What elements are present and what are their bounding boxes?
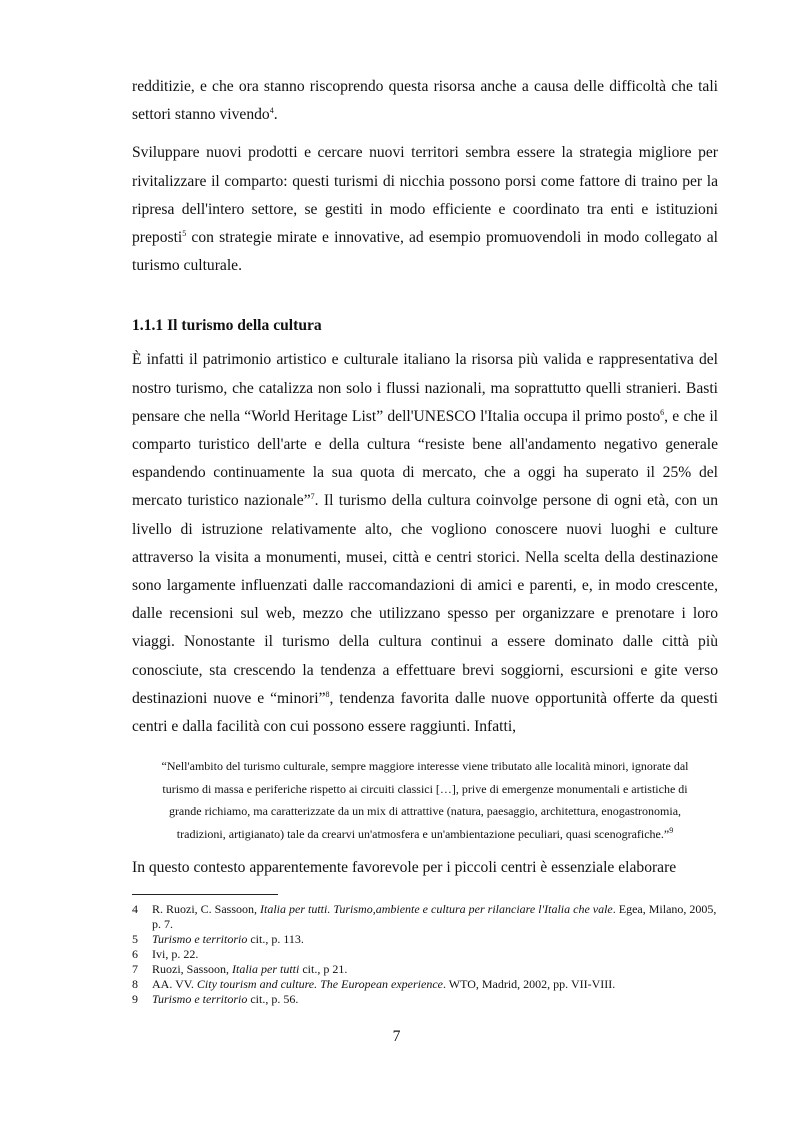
footnote-number: 6: [132, 947, 138, 961]
footnote-ref-4[interactable]: 4: [269, 106, 274, 116]
footnote-text-post: . Egea, Milano, 2005, p. 7.: [152, 902, 717, 931]
footnote-text-post: cit., p. 113.: [247, 932, 304, 946]
footnote-number: 7: [132, 962, 138, 976]
paragraph-3: [132, 346, 718, 741]
page-body: [132, 70, 718, 882]
paragraph-3-text-c: . Il turismo della cultura coinvolge persone di ogni età, con un livello di istruzione relativamente alto, che vogliono conoscere nuovi luoghi e culture attraverso la visita a monumenti, musei, città e centri storici. Nella scelta della destinazione sono largamente influenzati dalle raccomandazioni di amici e parenti, e, in modo crescente, dalle recensioni sul web, mezzo che utilizzano spesso per organizzare e prenotare i loro viaggi. Nonostante il turismo della cultura continui a essere dominato dalle città più conosciute, sta crescendo la tendenza a effettuare brevi soggiorni, escursioni e gite verso destinazioni nuove e “minori”: [132, 492, 719, 707]
paragraph-4: In questo contesto apparentemente favorevole per i piccoli centri è essenziale elaborare: [132, 858, 677, 876]
footnote-ref-8[interactable]: 8: [325, 689, 330, 699]
paragraph-3-text-d: , tendenza favorita dalle nuove opportunità offerte da questi centri e dalla facilità con cui possono essere raggiunti. Infatti,: [132, 689, 718, 736]
footnote-text: [152, 992, 718, 1007]
footnote-8: [132, 977, 718, 992]
paragraph-2-text-b: con strategie mirate e innovative, ad esempio promuovendoli in modo collegato al turismo culturale.: [132, 229, 718, 275]
footnote-number: 9: [132, 992, 138, 1006]
footnote-text-post: cit., p 21.: [299, 962, 348, 976]
footnote-text: [152, 962, 718, 977]
footnote-number: 8: [132, 977, 138, 991]
footnote-separator: [132, 894, 278, 895]
footnote-ref-6[interactable]: 6: [660, 407, 665, 417]
paragraph-3-text-b: , e che il comparto turistico dell'arte e della cultura “resiste bene all'andamento negativo generale espandendo continuamente la sua quota di mercato, che a oggi ha superato il 25% del mercato turistico nazionale”: [132, 407, 718, 510]
footnote-title: Turismo e territorio: [152, 992, 248, 1006]
footnote-text-pre: R. Ruozi, C. Sassoon,: [152, 902, 261, 916]
footnote-title: City tourism and culture. The European experience: [196, 977, 443, 991]
footnote-text-pre: AA. VV.: [152, 977, 197, 991]
footnote-number: 5: [132, 932, 138, 946]
footnote-text: [152, 977, 718, 992]
block-quote-text: “Nell'ambito del turismo culturale, sempre maggiore interesse viene tributato alle località minori, ignorate dal turismo di massa e periferiche rispetto ai circuiti classici […], prive di emergenze monumentali e artistiche di grande richiamo, ma caratterizzate da un mix di attrattive (natura, paesaggio, architettura, enogastronomia, tradizioni, artigianato) tale da crearvi un'atmosfera e un'ambientazione peculiari, quasi scenografiche.”: [161, 759, 689, 842]
footnotes: [132, 902, 718, 1007]
footnote-text: [152, 932, 718, 947]
footnote-title: Turismo e territorio: [152, 932, 248, 946]
footnote-number: 4: [132, 902, 138, 916]
footnote-4: [132, 902, 718, 932]
section-heading: 1.1.1 Il turismo della cultura: [132, 317, 322, 335]
footnote-5: [132, 932, 718, 947]
paragraph-3-text-a: È infatti il patrimonio artistico e culturale italiano la risorsa più valida e rappresentativa del nostro turismo, che catalizza non solo i flussi nazionali, ma soprattutto quelli stranieri. Basti pensare che nella “World Heritage List” dell'UNESCO l'Italia occupa il primo posto: [132, 351, 718, 425]
footnote-text-pre: Ruozi, Sassoon,: [152, 962, 233, 976]
footnote-text-pre: Ivi, p. 22.: [152, 947, 199, 961]
footnote-text: [152, 902, 718, 932]
paragraph-1: [132, 73, 718, 129]
paragraph-1-end: .: [273, 106, 278, 124]
footnote-ref-5[interactable]: 5: [182, 228, 187, 238]
footnote-ref-9[interactable]: 9: [669, 826, 674, 836]
footnote-title: Italia per tutti. Turismo,ambiente e cultura per rilanciare l'Italia che vale: [260, 902, 613, 916]
footnote-title: Italia per tutti: [232, 962, 300, 976]
paragraph-2: [132, 139, 718, 280]
footnote-7: [132, 962, 718, 977]
block-quote: [138, 755, 712, 845]
footnote-text-post: cit., p. 56.: [247, 992, 299, 1006]
paragraph-1-text: redditizie, e che ora stanno riscoprendo questa risorsa anche a causa delle difficoltà che tali settori stanno vivendo: [132, 78, 718, 124]
paragraph-2-text-a: Sviluppare nuovi prodotti e cercare nuovi territori sembra essere la strategia migliore per rivitalizzare il comparto: questi turismi di nicchia possono porsi come fattore di traino per la ripresa dell'intero settore, se gestiti in modo efficiente e coordinato tra enti e istituzioni preposti: [132, 144, 718, 247]
page-number: 7: [392, 1028, 401, 1045]
footnote-9: [132, 992, 718, 1007]
footnote-6: [132, 947, 718, 962]
footnote-ref-7[interactable]: 7: [310, 492, 315, 502]
footnote-text: [152, 947, 718, 962]
footnote-text-post: . WTO, Madrid, 2002, pp. VII-VIII.: [442, 977, 616, 991]
